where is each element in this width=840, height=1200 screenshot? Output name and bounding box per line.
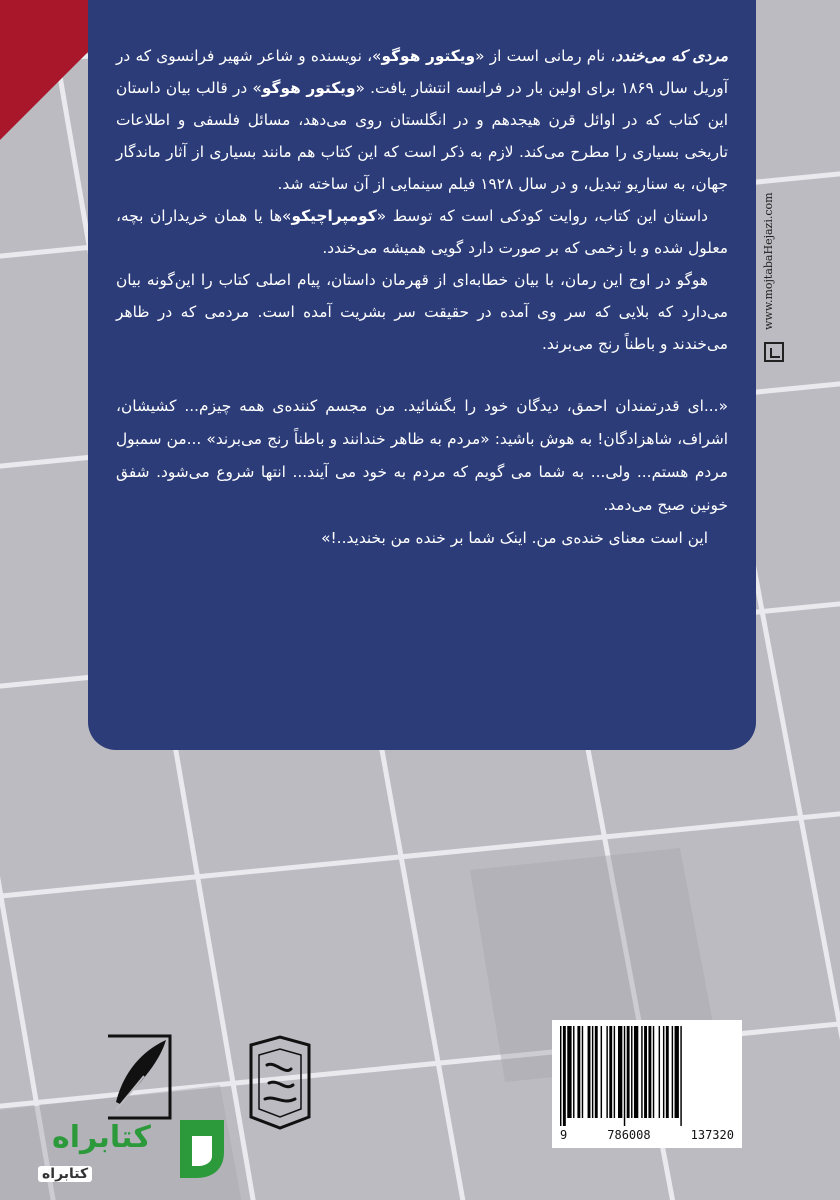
store-name-small: کتابراه <box>38 1166 92 1182</box>
description-segment: مردی که می‌خندد <box>615 47 728 65</box>
barcode-bar <box>653 1026 654 1118</box>
barcode-bar <box>601 1026 602 1118</box>
description-segment: داستان این کتاب، روایت کودکی است که توسط « <box>376 207 708 225</box>
quote-line-2: این است معنای خنده‌ی من. اینک شما بر خنده من بخندید..!» <box>321 529 708 547</box>
barcode-digits <box>558 1128 736 1142</box>
description-segment: »ها یا همان خریداران بچه، معلول شده و با زخمی که بر صورت دارد گویی همیشه می‌خندد. <box>116 207 728 257</box>
barcode-bar <box>659 1026 660 1118</box>
barcode-bar <box>631 1026 632 1118</box>
barcode-bar <box>627 1026 630 1118</box>
description-segment: ، نام رمانی است از « <box>475 47 616 65</box>
barcode-digits-group2: 137320 <box>690 1128 734 1142</box>
ketabrah-leaf-icon <box>172 1112 232 1182</box>
description-segment: ویکتور هوگو <box>381 47 476 65</box>
store-watermark <box>12 1112 202 1194</box>
barcode-bar <box>634 1026 638 1118</box>
barcode-digit-lead: 9 <box>560 1128 568 1142</box>
barcode-bar <box>680 1026 681 1126</box>
barcode-bar <box>675 1026 679 1118</box>
description-text <box>116 40 728 360</box>
barcode-bar <box>614 1026 615 1118</box>
barcode-bar <box>663 1026 664 1118</box>
description-segment: هوگو در اوج این رمان، با بیان خطابه‌ای از قهرمان داستان، پیام اصلی کتاب را این‌گونه بیان می‌دارد که بلایی که سر وی آمده در حقیقت سر بشریت آمده است. مردمی که در ظاهر می‌خندند و باطناً رنج می‌برند. <box>116 271 728 353</box>
description-panel <box>88 0 756 750</box>
barcode-bar <box>592 1026 593 1118</box>
barcode-bar <box>567 1026 571 1118</box>
barcode-bar <box>582 1026 583 1118</box>
author-logo-icon <box>764 342 784 362</box>
description-segment: »، نویسنده و شاعر شهیر فرانسوی که در آوریل سال ۱۸۶۹ برای اولین بار در فرانسه انتشار یافت. « <box>116 47 728 97</box>
description-paragraph <box>116 40 728 200</box>
barcode-bar <box>560 1026 561 1126</box>
barcode-bar <box>672 1026 673 1118</box>
barcode-bar <box>648 1026 651 1118</box>
description-segment: » در قالب بیان داستان این کتاب که در اوائل قرن هیجدهم و در انگلستان روی می‌دهد، مسائل فلسفی و اطلاعات تاریخی بسیاری را مطرح می‌کند. لازم به ذکر است که این کتاب هم مانند بسیاری از آثار ماندگار جهان، به سناریو تبدیل، و در سال ۱۹۲۸ فیلم سینمایی از آن ساخته شد. <box>116 79 728 193</box>
barcode-bar <box>624 1026 625 1126</box>
barcode-bar <box>588 1026 591 1118</box>
description-paragraph <box>116 264 728 360</box>
barcode-bars <box>558 1026 736 1126</box>
description-segment: ویکتور هوگو <box>261 79 356 97</box>
barcode-bar <box>606 1026 607 1118</box>
barcode-bar <box>644 1026 647 1118</box>
barcode-bar <box>577 1026 580 1118</box>
barcode-digits-group1: 786008 <box>607 1128 651 1142</box>
feather-icon <box>104 1030 174 1125</box>
barcode-bar <box>609 1026 612 1118</box>
isbn-barcode <box>552 1020 742 1148</box>
store-name: کتابراه <box>52 1120 151 1155</box>
quote-line-1: «...ای قدرتمندان احمق، دیدگان خود را بگشائید. من مجسم کننده‌ی همه چیزم... کشیشان، اشراف، شاهزادگان! به هوش باشید: «مردم به ظاهر خندانند و باطناً رنج می‌برند» ...من سمبول مردم هستم... ولی... به شما می گویم که مردم به خود می آیند... انتها شروع می‌شود. شفق خونین صبح می‌دمد. <box>116 397 728 514</box>
barcode-bar <box>573 1026 574 1118</box>
imprint-logo <box>104 1030 174 1125</box>
barcode-bar <box>563 1026 566 1126</box>
publisher-logo <box>245 1035 315 1130</box>
quote-block <box>116 390 728 555</box>
publisher-emblem-icon <box>245 1035 315 1130</box>
barcode-bar <box>666 1026 669 1118</box>
author-website[interactable]: www.mojtabaHejazi.com <box>762 192 775 330</box>
barcode-bar <box>641 1026 642 1118</box>
barcode-bar <box>618 1026 622 1118</box>
barcode-bar <box>595 1026 598 1118</box>
description-paragraph <box>116 200 728 264</box>
description-segment: کومپراچیکو <box>291 207 377 225</box>
